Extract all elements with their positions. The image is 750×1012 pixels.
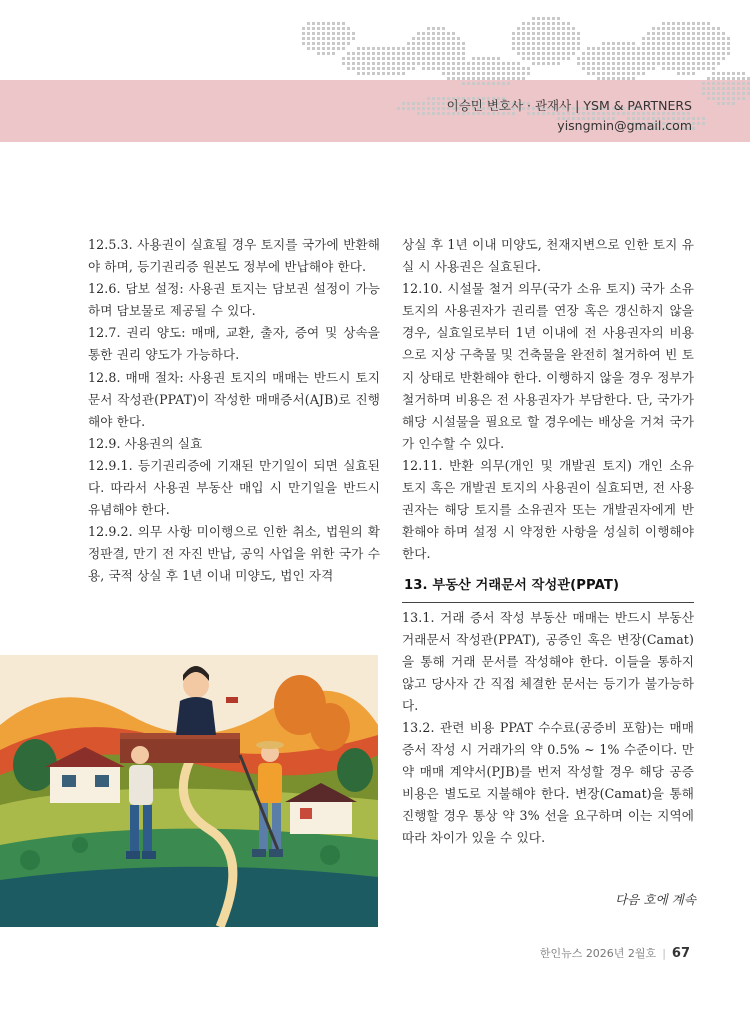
page-footer (540, 945, 690, 961)
paragraph: 상실 후 1년 이내 미양도, 천재지변으로 인한 토지 유실 시 사용권은 실효된다. (402, 237, 694, 275)
author-line: 이승민 변호사 · 관재사 | YSM & PARTNERS (446, 98, 692, 113)
paragraph: 12.6. 담보 설정: 사용권 토지는 담보권 설정이 가능하며 담보물로 제공될 수 있다. (88, 281, 380, 319)
publication-name: 한인뉴스 2026년 2월호 (539, 947, 657, 960)
paragraph: 12.9. 사용권의 실효 (88, 435, 203, 451)
footer-separator: | (662, 947, 666, 960)
paragraph: 12.9.1. 등기권리증에 기재된 만기일이 되면 실효된다. 따라서 사용권 부동산 매입 시 만기일을 반드시 유념해야 한다. (88, 457, 380, 518)
paragraph: 13.2. 관련 비용 PPAT 수수료(공증비 포함)는 매매 증서 작성 시 거래가의 약 0.5% ~ 1% 수준이다. 만약 매매 계약서(PJB)를 번저 작성할 경우 해당 공증 비용은 별도로 지불해야 한다. 변장(Camat)을 통해 진행할 경우 통상 약 3% 선을 요구하며 이는 지역에 따라 차이가 있을 수 있다. (402, 719, 694, 846)
paragraph: 12.7. 권리 양도: 매매, 교환, 출자, 증여 및 상속을 통한 권리 양도가 가능하다. (88, 325, 380, 363)
paragraph: 12.5.3. 사용권이 실효될 경우 토지를 국가에 반환해야 하며, 등기권리증 원본도 정부에 반납해야 한다. (88, 237, 380, 275)
paragraph: 12.9.2. 의무 사항 미이행으로 인한 취소, 법원의 확정판결, 만기 전 자진 반납, 공익 사업을 위한 국가 수용, 국적 상실 후 1년 이내 미양도, 법인 자격 (88, 524, 380, 584)
left-column (88, 234, 380, 588)
author-email: yisngmin@gmail.com (557, 118, 692, 133)
paragraph: 12.8. 매매 절차: 사용권 토지의 매매는 반드시 토지문서 작성관(PPAT)이 작성한 매매증서(AJB)로 진행해야 한다. (88, 369, 380, 429)
paragraph: 12.11. 반환 의무(개인 및 개발권 토지) 개인 소유 토지 혹은 개발권 토지의 사용권이 실효되면, 전 사용권자는 해당 토지를 소유권자 또는 개발권자에게 반환해야 하며 설정 시 약정한 사항을 성실히 이행해야 한다. (402, 457, 694, 562)
paragraph: 13.1. 거래 증서 작성 부동산 매매는 반드시 부동산 거래문서 작성관(PPAT), 공증인 혹은 변장(Camat)을 통해 거래 문서를 작성해야 한다. 이들을 통하지 않고 당사자 간 직접 체결한 문서는 등기가 불가능하다. (402, 609, 694, 713)
paragraph: 12.10. 시설물 철거 의무(국가 소유 토지) 국가 소유 토지의 사용권자가 권리를 연장 혹은 갱신하지 않을 경우, 실효일로부터 1년 이내에 전 사용권자의 비용으로 지상 구축물 및 건축물을 완전히 철거하여 빈 토지 상태로 반환해야 한다. 이행하지 않을 경우 정부가 철거하며 비용은 전 사용권자가 부담한다. 단, 국가가 해당 시설물을 필요로 할 경우에는 배상을 거쳐 국가가 인수할 수 있다. (402, 281, 694, 451)
illustration (0, 655, 378, 927)
byline (447, 96, 692, 136)
page-number: 67 (671, 946, 690, 961)
continued-note: 다음 호에 계속 (615, 892, 696, 907)
right-column (402, 234, 694, 850)
section-heading: 13. 부동산 거래문서 작성관(PPAT) (402, 575, 694, 602)
